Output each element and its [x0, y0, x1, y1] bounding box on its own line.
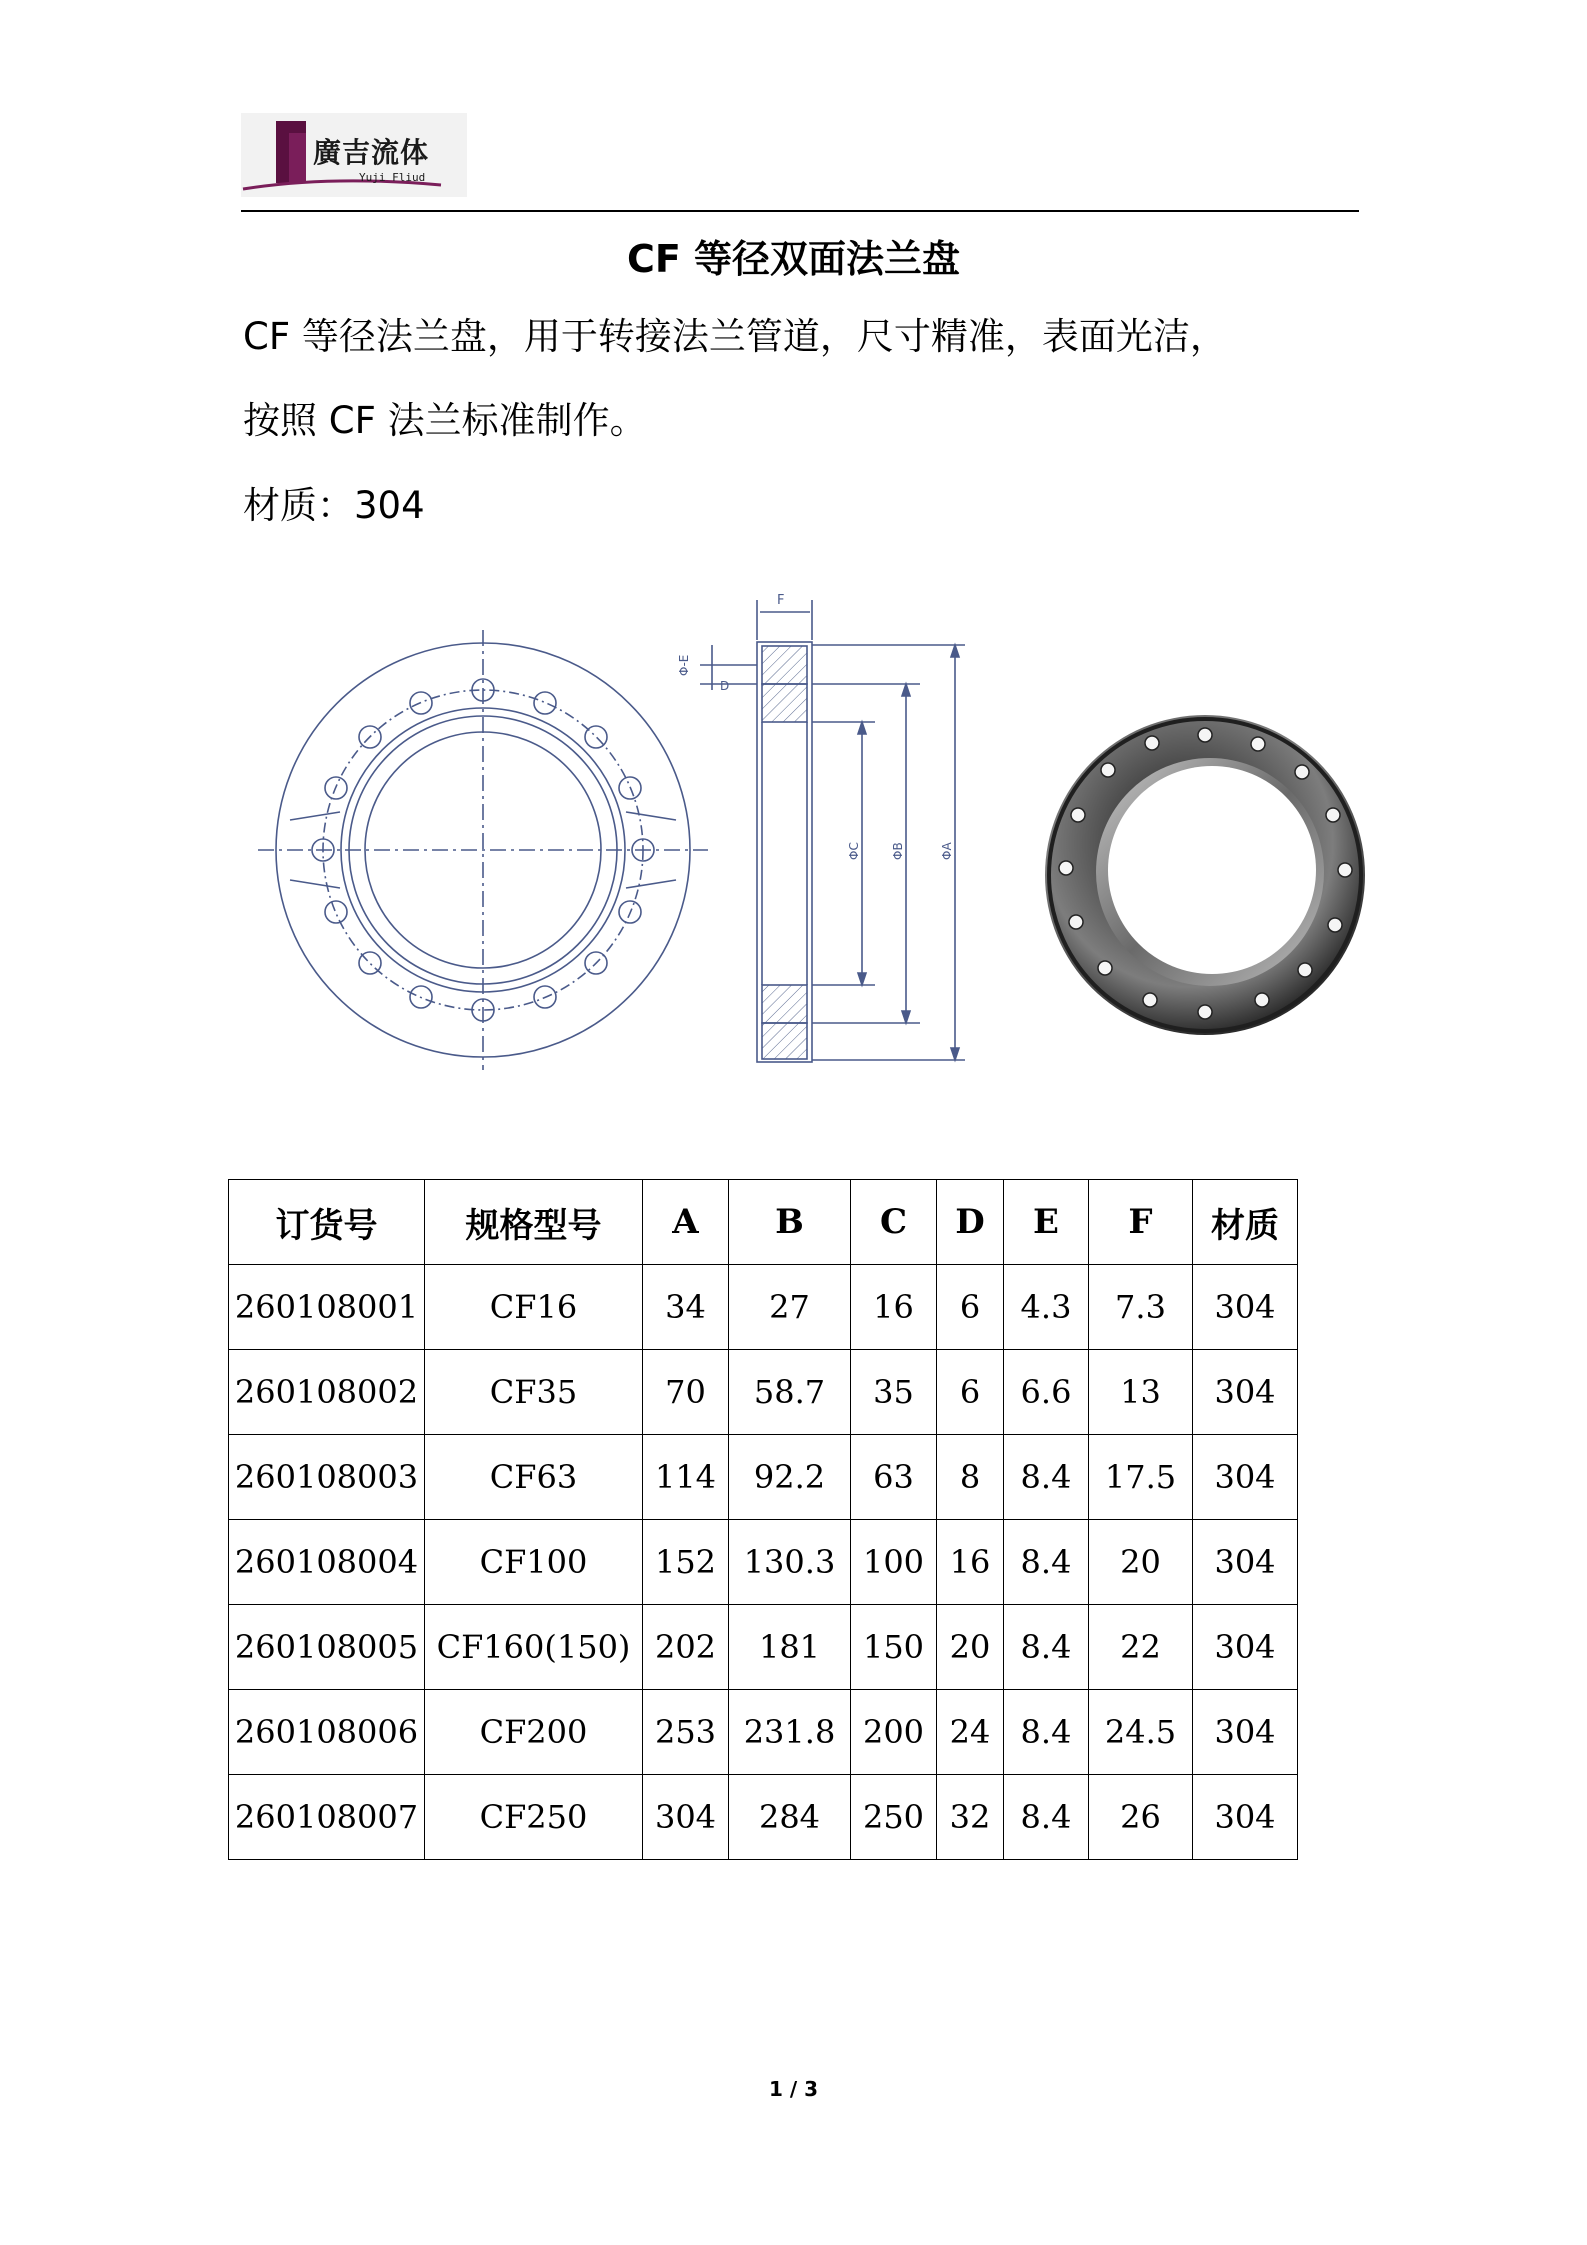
table-row	[229, 1435, 1298, 1520]
table-cell: 260108005	[229, 1605, 425, 1690]
table-cell: 27	[729, 1265, 851, 1350]
table-cell: 8.4	[1004, 1605, 1089, 1690]
dim-label-f: F	[777, 593, 785, 608]
table-cell: 260108004	[229, 1520, 425, 1605]
table-cell: 63	[851, 1435, 937, 1520]
header-cell: A	[643, 1180, 729, 1265]
table-cell: 260108002	[229, 1350, 425, 1435]
table-cell: 34	[643, 1265, 729, 1350]
table-cell: 13	[1089, 1350, 1193, 1435]
table-cell: CF63	[425, 1435, 643, 1520]
flange-front-view	[258, 630, 708, 1070]
table-cell: 24	[937, 1690, 1004, 1775]
table-cell: CF250	[425, 1775, 643, 1860]
table-cell: 200	[851, 1690, 937, 1775]
table-cell: 8.4	[1004, 1690, 1089, 1775]
table-cell: 8	[937, 1435, 1004, 1520]
table-cell: 24.5	[1089, 1690, 1193, 1775]
logo-chinese-name: 廣吉流体	[313, 136, 430, 169]
table-cell: 17.5	[1089, 1435, 1193, 1520]
table-cell: 22	[1089, 1605, 1193, 1690]
table-cell: 284	[729, 1775, 851, 1860]
table-cell: CF160(150)	[425, 1605, 643, 1690]
table-cell: 304	[1193, 1605, 1298, 1690]
table-cell: 260108007	[229, 1775, 425, 1860]
table-cell: 304	[1193, 1520, 1298, 1605]
dim-label-d: D	[720, 679, 730, 693]
page-number: 1 / 3	[768, 2077, 819, 2101]
page-title: CF 等径双面法兰盘	[626, 237, 961, 281]
header-cell: F	[1089, 1180, 1193, 1265]
table-cell: 130.3	[729, 1520, 851, 1605]
description-line-1: CF 等径法兰盘，用于转接法兰管道，尺寸精准，表面光洁，	[243, 315, 1227, 358]
table-cell: 6.6	[1004, 1350, 1089, 1435]
table-cell: 304	[643, 1775, 729, 1860]
table-row	[229, 1775, 1298, 1860]
table-cell: CF16	[425, 1265, 643, 1350]
header-cell: 订货号	[229, 1180, 425, 1265]
table-cell: 6	[937, 1265, 1004, 1350]
table-cell: CF100	[425, 1520, 643, 1605]
header-cell: D	[937, 1180, 1004, 1265]
table-cell: 304	[1193, 1775, 1298, 1860]
table-cell: 8.4	[1004, 1520, 1089, 1605]
table-cell: 253	[643, 1690, 729, 1775]
table-cell: 16	[851, 1265, 937, 1350]
table-cell: CF200	[425, 1690, 643, 1775]
spec-table	[228, 1179, 1298, 1860]
table-cell: CF35	[425, 1350, 643, 1435]
table-row	[229, 1350, 1298, 1435]
table-cell: 20	[1089, 1520, 1193, 1605]
table-cell: 181	[729, 1605, 851, 1690]
header-cell: C	[851, 1180, 937, 1265]
table-cell: 304	[1193, 1435, 1298, 1520]
table-cell: 100	[851, 1520, 937, 1605]
dim-label-e: Φ-E	[677, 654, 691, 676]
table-cell: 304	[1193, 1350, 1298, 1435]
table-row	[229, 1605, 1298, 1690]
table-cell: 26	[1089, 1775, 1193, 1860]
table-cell: 35	[851, 1350, 937, 1435]
dim-label-c: ΦC	[847, 842, 861, 860]
table-row	[229, 1265, 1298, 1350]
table-cell: 260108006	[229, 1690, 425, 1775]
description-line-2: 按照 CF 法兰标准制作。	[243, 399, 647, 442]
table-cell: 152	[643, 1520, 729, 1605]
table-cell: 8.4	[1004, 1435, 1089, 1520]
table-cell: 260108001	[229, 1265, 425, 1350]
logo-english-name: Yuji Fliud	[359, 171, 426, 184]
table-cell: 16	[937, 1520, 1004, 1605]
table-cell: 150	[851, 1605, 937, 1690]
header-cell: 规格型号	[425, 1180, 643, 1265]
dim-label-b: ΦB	[891, 842, 905, 860]
material-line: 材质：304	[243, 484, 425, 527]
flange-product-photo	[1045, 715, 1365, 1035]
table-cell: 32	[937, 1775, 1004, 1860]
table-cell: 4.3	[1004, 1265, 1089, 1350]
table-cell: 20	[937, 1605, 1004, 1690]
table-row	[229, 1690, 1298, 1775]
table-cell: 260108003	[229, 1435, 425, 1520]
table-cell: 92.2	[729, 1435, 851, 1520]
table-cell: 304	[1193, 1690, 1298, 1775]
table-header-row	[229, 1180, 1298, 1265]
table-cell: 6	[937, 1350, 1004, 1435]
header-cell: 材质	[1193, 1180, 1298, 1265]
table-cell: 58.7	[729, 1350, 851, 1435]
flange-section-view	[677, 593, 965, 1062]
table-cell: 8.4	[1004, 1775, 1089, 1860]
table-cell: 202	[643, 1605, 729, 1690]
table-cell: 250	[851, 1775, 937, 1860]
table-cell: 7.3	[1089, 1265, 1193, 1350]
table-row	[229, 1520, 1298, 1605]
header-cell: B	[729, 1180, 851, 1265]
header-cell: E	[1004, 1180, 1089, 1265]
table-cell: 231.8	[729, 1690, 851, 1775]
technical-drawings	[0, 0, 1587, 1120]
table-cell: 304	[1193, 1265, 1298, 1350]
table-cell: 70	[643, 1350, 729, 1435]
dim-label-a: ΦA	[940, 842, 954, 860]
table-cell: 114	[643, 1435, 729, 1520]
